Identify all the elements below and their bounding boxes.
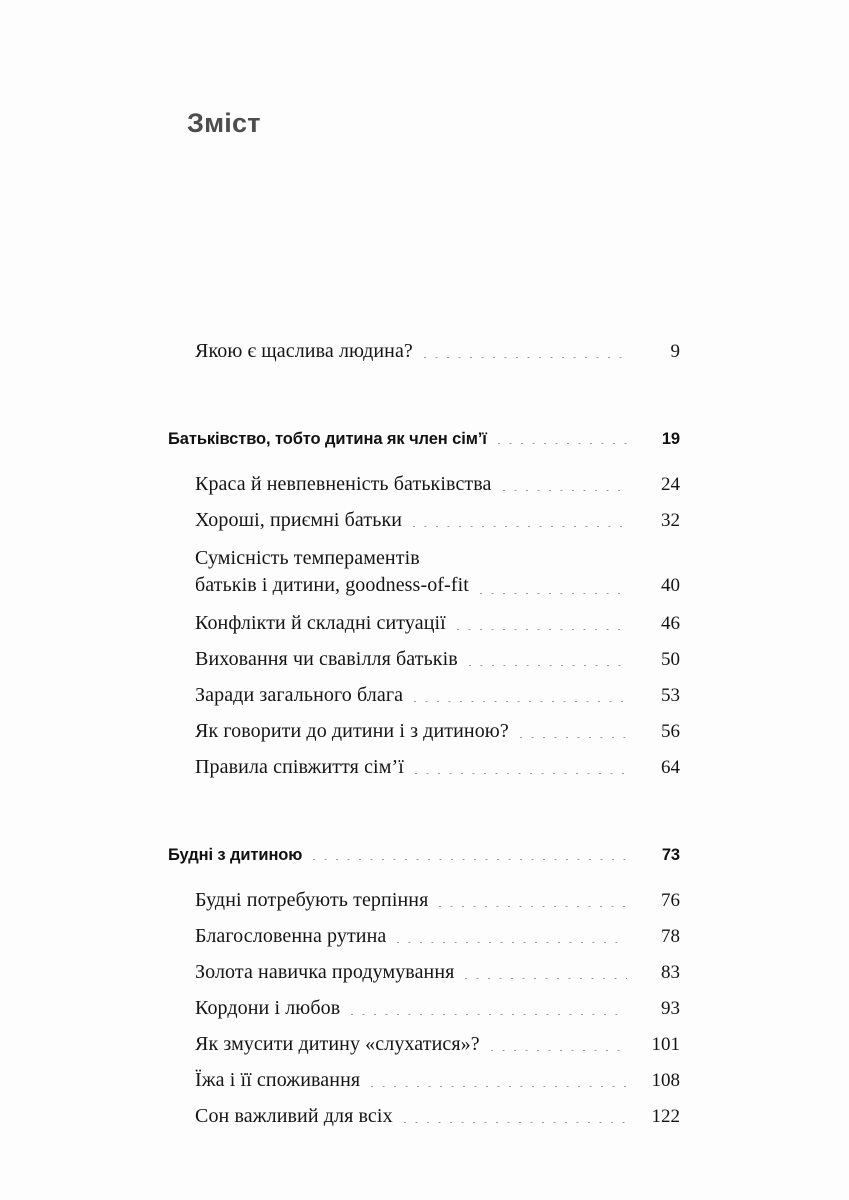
toc-entry-page: 9 — [670, 341, 680, 362]
toc-list — [168, 340, 680, 1128]
toc-entry-page: 53 — [661, 685, 680, 706]
toc-entry[interactable] — [168, 997, 680, 1020]
leader-dots — [457, 629, 627, 630]
leader-dots — [480, 593, 627, 594]
toc-entry[interactable] — [168, 1033, 680, 1056]
toc-entry-label: Краса й невпевненість батьківства — [195, 473, 492, 495]
toc-section-header[interactable] — [168, 430, 680, 449]
toc-entry-label: Будні потребують терпіння — [195, 889, 429, 911]
toc-entry-label: Золота навичка продумування — [195, 961, 455, 983]
toc-entry-page: 108 — [651, 1070, 680, 1091]
toc-entry[interactable] — [168, 720, 680, 743]
leader-dots — [439, 906, 627, 907]
leader-dots — [397, 942, 627, 943]
toc-entry-page: 32 — [661, 510, 680, 531]
toc-entry-label: Конфлікти й складні ситуації — [195, 612, 446, 634]
leader-dots — [351, 1014, 627, 1015]
leader-dots — [465, 978, 627, 979]
leader-dots — [503, 490, 627, 491]
toc-entry[interactable] — [168, 1105, 680, 1128]
toc-entry[interactable] — [168, 340, 680, 363]
toc-entry-page: 122 — [651, 1106, 680, 1127]
spacer — [168, 449, 680, 473]
toc-section-page: 73 — [661, 846, 680, 864]
toc-entry-page: 50 — [661, 649, 680, 670]
toc-section-page: 19 — [661, 430, 680, 448]
toc-entry-label: Сон важливий для всіх — [195, 1105, 393, 1127]
leader-dots — [469, 665, 627, 666]
toc-entry-label: Якою є щаслива людина? — [195, 340, 413, 362]
toc-entry-label: Як говорити до дитини і з дитиною? — [195, 720, 509, 742]
toc-entry[interactable] — [168, 684, 680, 707]
toc-entry-label: Їжа і її споживання — [195, 1069, 361, 1091]
toc-entry[interactable] — [168, 545, 680, 599]
leader-dots — [520, 737, 627, 738]
toc-entry-page: 83 — [661, 962, 680, 983]
toc-entry-page: 101 — [651, 1034, 680, 1055]
toc-entry-label-line2: батьків і дитини, goodness-of-fit — [195, 574, 469, 596]
toc-entry[interactable] — [168, 925, 680, 948]
toc-entry-page: 78 — [661, 926, 680, 947]
toc-entry[interactable] — [168, 509, 680, 532]
toc-entry-page: 56 — [661, 721, 680, 742]
toc-entry-page: 40 — [661, 575, 680, 596]
toc-entry-label: Благословенна рутина — [195, 925, 387, 947]
toc-entry-label: Виховання чи свавілля батьків — [195, 648, 458, 670]
toc-entry-page: 24 — [661, 474, 680, 495]
toc-entry[interactable] — [168, 756, 680, 779]
toc-entry-label: Як змусити дитину «слухатися»? — [195, 1033, 480, 1055]
toc-section-label: Будні з дитиною — [168, 846, 303, 864]
leader-dots — [371, 1086, 627, 1087]
toc-section-header[interactable] — [168, 846, 680, 865]
page-title: Зміст — [187, 108, 261, 138]
toc-entry[interactable] — [168, 612, 680, 635]
toc-entry-page: 46 — [661, 613, 680, 634]
toc-entry-page: 64 — [661, 757, 680, 778]
toc-entry[interactable] — [168, 961, 680, 984]
toc-entry-label: Кордони і любов — [195, 997, 341, 1019]
leader-dots — [313, 859, 627, 860]
toc-entry[interactable] — [168, 473, 680, 496]
leader-dots — [498, 443, 627, 444]
toc-entry[interactable] — [168, 1069, 680, 1092]
toc-entry[interactable] — [168, 648, 680, 671]
toc-entry-label: Заради загального блага — [195, 684, 404, 706]
toc-entry-label-line1: Сумісність темпераментів — [195, 547, 420, 569]
toc-entry-line2 — [195, 572, 680, 599]
leader-dots — [413, 526, 627, 527]
spacer — [168, 865, 680, 889]
leader-dots — [415, 773, 627, 774]
toc-entry-label: Хороші, приємні батьки — [195, 509, 403, 531]
leader-dots — [404, 1122, 627, 1123]
leader-dots — [424, 357, 627, 358]
leader-dots — [491, 1050, 627, 1051]
leader-dots — [414, 701, 627, 702]
toc-section-label: Батьківство, тобто дитина як член сім’ї — [168, 430, 487, 448]
toc-entry[interactable] — [168, 889, 680, 912]
toc-entry-page: 93 — [661, 998, 680, 1019]
toc-entry-page: 76 — [661, 890, 680, 911]
toc-entry-label: Правила співжиття сім’ї — [195, 756, 404, 778]
